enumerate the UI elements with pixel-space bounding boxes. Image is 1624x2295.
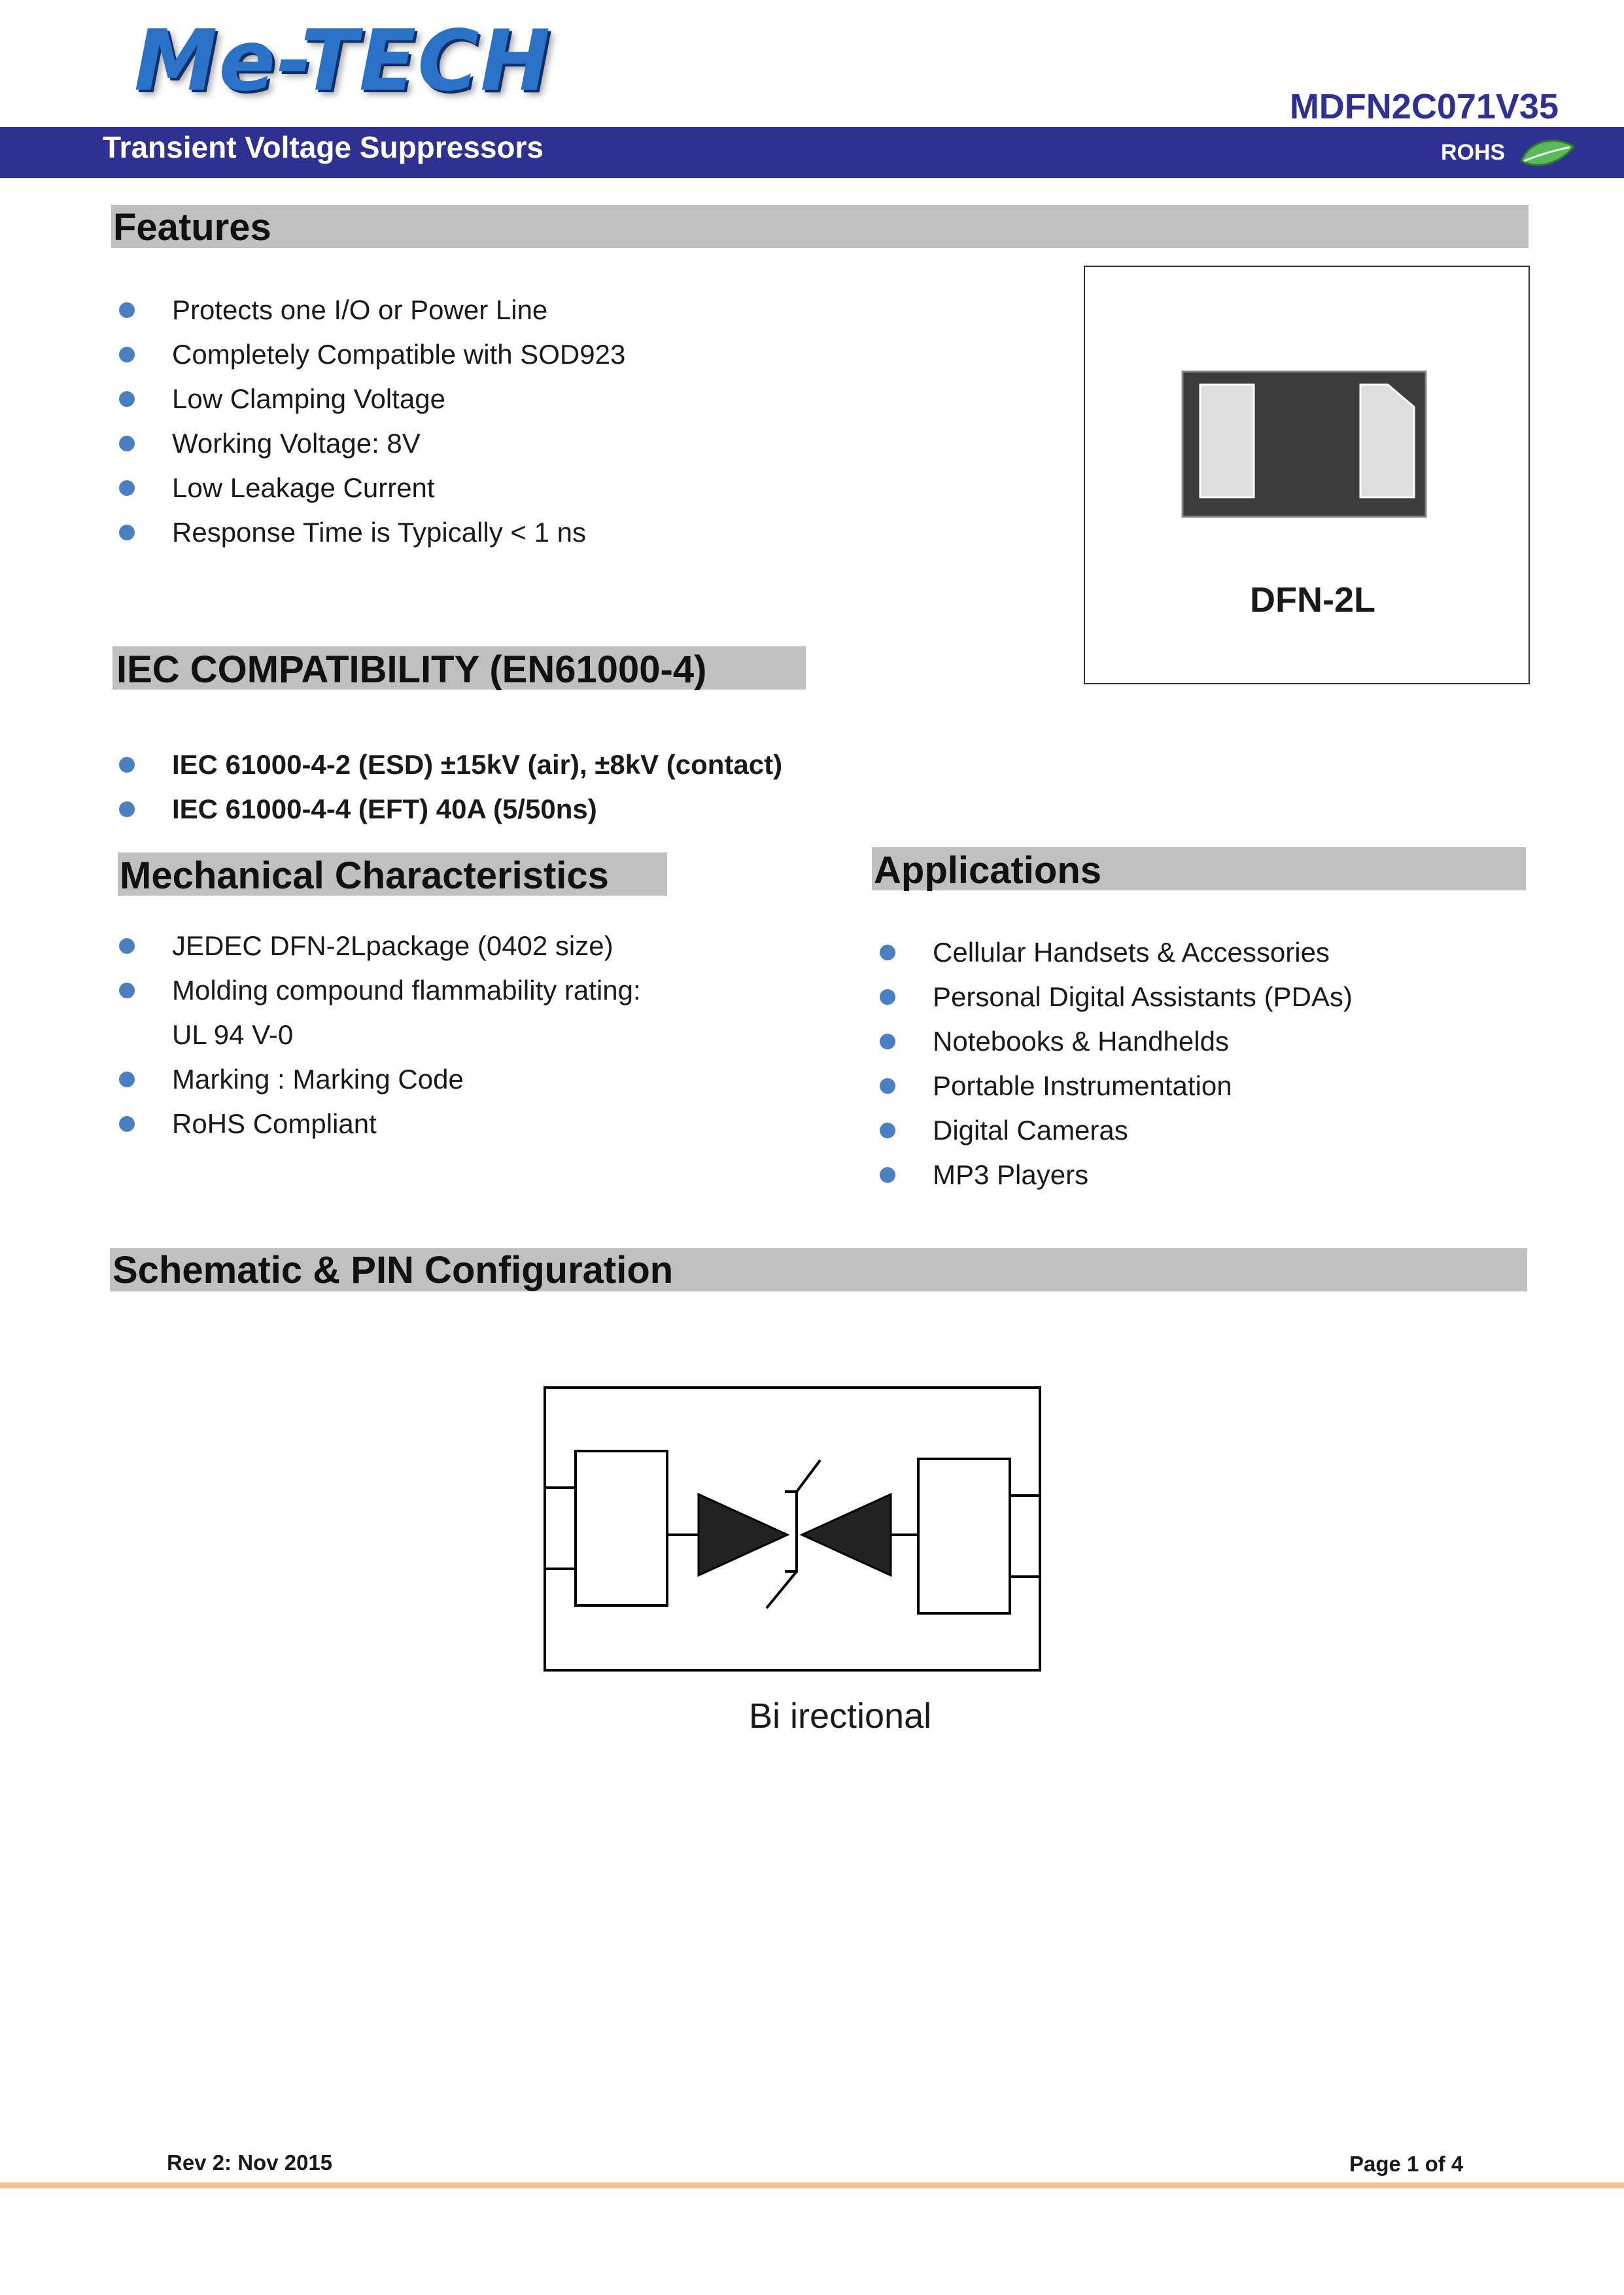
bullet-icon [119, 1116, 135, 1132]
bullet-icon [119, 938, 135, 954]
list-item: UL 94 V-0 [172, 1019, 294, 1050]
bullet-icon [119, 302, 135, 318]
bullet-icon [119, 757, 135, 773]
list-item: Protects one I/O or Power Line [172, 288, 625, 332]
revision-text: Rev 2: Nov 2015 [167, 2150, 333, 2175]
list-item: Personal Digital Assistants (PDAs) [933, 975, 1353, 1019]
part-number: MDFN2C071V35 [1289, 87, 1559, 126]
dfn-2l-package-icon [1177, 366, 1432, 523]
mechanical-list [172, 924, 641, 1146]
bullet-icon [119, 436, 135, 451]
footer-divider [0, 2182, 1624, 2188]
bullet-icon [119, 391, 135, 407]
list-item: Response Time is Typically < 1 ns [172, 510, 625, 555]
list-item: Completely Compatible with SOD923 [172, 332, 625, 377]
list-item: Portable Instrumentation [933, 1064, 1353, 1108]
features-title: Features [113, 206, 271, 249]
list-item: IEC 61000-4-2 (ESD) ±15kV (air), ±8kV (contact) [172, 743, 782, 787]
list-item: JEDEC DFN-2Lpackage (0402 size) [172, 924, 641, 968]
bullet-icon [880, 1123, 895, 1138]
bullet-icon [119, 347, 135, 362]
applications-list [933, 930, 1353, 1197]
bullet-icon [119, 1072, 135, 1087]
iec-title: IEC COMPATIBILITY (EN61000-4) [116, 648, 707, 691]
schematic-caption: Bi irectional [749, 1696, 932, 1736]
list-item: Digital Cameras [933, 1108, 1353, 1153]
bullet-icon [119, 801, 135, 817]
bullet-icon [880, 1078, 895, 1094]
iec-list [172, 743, 782, 832]
rohs-leaf-icon [1517, 135, 1576, 174]
bullet-icon [880, 945, 895, 960]
bullet-icon [880, 1034, 895, 1049]
mechanical-title: Mechanical Characteristics [120, 854, 609, 897]
product-category-title: Transient Voltage Suppressors [103, 130, 544, 164]
bullet-icon [119, 480, 135, 496]
list-item: Marking : Marking Code [172, 1057, 641, 1102]
bullet-icon [880, 989, 895, 1005]
bullet-icon [119, 525, 135, 540]
list-item: RoHS Compliant [172, 1102, 641, 1146]
rohs-label: ROHS [1441, 140, 1506, 165]
page-number: Page 1 of 4 [1349, 2152, 1464, 2176]
applications-title: Applications [874, 849, 1102, 892]
package-name: DFN-2L [1250, 580, 1375, 620]
list-item: Low Clamping Voltage [172, 377, 625, 421]
list-item: IEC 61000-4-4 (EFT) 40A (5/50ns) [172, 787, 782, 832]
features-header-bar [111, 205, 1529, 248]
list-item: MP3 Players [933, 1153, 1353, 1197]
company-logo: Me-TECH [134, 12, 552, 110]
list-item: Working Voltage: 8V [172, 421, 625, 466]
list-item: Low Leakage Current [172, 466, 625, 510]
list-item: Notebooks & Handhelds [933, 1019, 1353, 1064]
list-item: Cellular Handsets & Accessories [933, 930, 1353, 975]
features-list [172, 288, 625, 555]
schematic-title: Schematic & PIN Configuration [112, 1249, 674, 1291]
bidirectional-tvs-schematic [543, 1386, 1044, 1673]
list-item: Molding compound flammability rating: [172, 968, 641, 1013]
bullet-icon [880, 1167, 895, 1183]
bullet-icon [119, 983, 135, 998]
